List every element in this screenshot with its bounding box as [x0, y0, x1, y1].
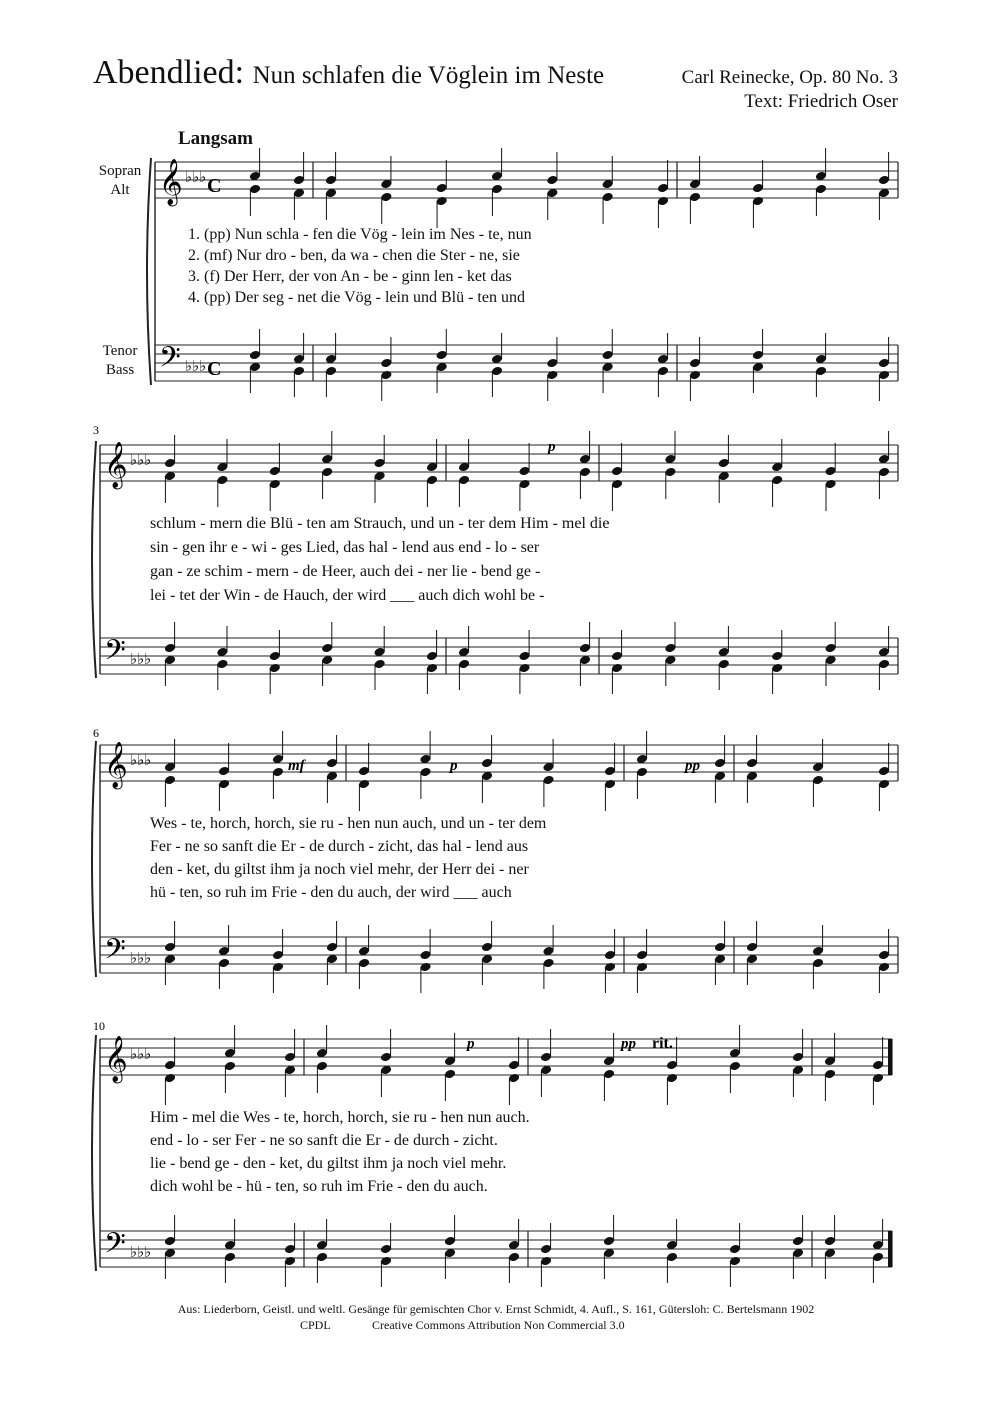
lyrics-system-2	[150, 515, 609, 611]
key-signature-flats: ♭♭♭	[130, 951, 152, 967]
bass-clef-icon: 𝄢	[104, 1229, 126, 1266]
footer-license: Creative Commons Attribution Non Commercial 3.0	[372, 1318, 625, 1332]
footer-publisher: CPDL	[300, 1318, 331, 1332]
measure-number-6: 6	[93, 726, 99, 740]
lyric-verse-2: end - lo - ser Fer - ne so sanft die Er - de durch - zicht.	[150, 1132, 498, 1149]
lyric-verse-2: sin - gen ihr e - wi - ges Lied, das hal - lend aus end - lo - ser	[150, 539, 540, 556]
staff-lines	[92, 158, 898, 1271]
lyric-verse-4: lei - tet der Win - de Hauch, der wird ___ auch dich wohl be -	[150, 587, 545, 604]
final-barline	[888, 1231, 892, 1267]
key-signature-flats: ♭♭♭	[130, 1047, 152, 1063]
tempo-change: rit.	[652, 1035, 673, 1052]
key-signature-flats: ♭♭♭	[130, 652, 152, 668]
system-brace	[147, 158, 151, 385]
system-brace	[92, 1035, 96, 1271]
text-author: Text: Friedrich Oser	[744, 91, 898, 112]
treble-clef-icon: 𝄞	[159, 159, 183, 204]
bass-clef-icon: 𝄢	[104, 935, 126, 972]
lyric-verse-1: schlum - mern die Blü - ten am Strauch, und un - ter dem Him - mel die	[150, 515, 610, 532]
lyrics-system-4	[150, 1109, 530, 1201]
lyrics-system-1	[188, 226, 532, 310]
treble-clef-icon: 𝄞	[104, 742, 128, 787]
key-signature-flats: ♭♭♭	[185, 359, 207, 375]
system-brace	[92, 441, 96, 678]
lyric-verse-1: Him - mel die Wes - te, horch, horch, sie ru - hen nun auch.	[150, 1109, 530, 1126]
key-signature-flats: ♭♭♭	[130, 1245, 152, 1261]
key-signature-flats: ♭♭♭	[185, 170, 207, 186]
title-main: Abendlied:	[93, 54, 245, 91]
lyric-verse-3: den - ket, du giltst ihm ja noch viel mehr, der Herr dei - ner	[150, 861, 529, 878]
voice-label-bass: Bass	[105, 362, 135, 378]
bass-clef-icon: 𝄢	[104, 636, 126, 673]
footer-source: Aus: Liederborn, Geistl. und weltl. Gesänge für gemischten Chor v. Ernst Schmidt, 4. Aufl., S. 161, Gütersloh: C. Bertelsmann 1902	[177, 1302, 815, 1316]
final-barline	[888, 1039, 892, 1075]
lyric-verse-4: 4. (pp) Der seg - net die Vög - lein und Blü - ten und	[188, 289, 525, 306]
tempo-marking: Langsam	[178, 128, 253, 149]
lyric-verse-3: 3. (f) Der Herr, der von An - be - ginn len - ket das	[188, 268, 512, 285]
key-signature-flats: ♭♭♭	[130, 753, 152, 769]
lyric-verse-4: hü - ten, so ruh im Frie - den du auch, der wird ___ auch	[150, 884, 512, 901]
system-brace	[92, 741, 96, 977]
voice-label-tenor: Tenor	[102, 343, 138, 359]
dynamic-pp: pp	[621, 1036, 636, 1052]
lyric-verse-1: Wes - te, horch, horch, sie ru - hen nun auch, und un - ter dem	[150, 815, 547, 832]
treble-clef-icon: 𝄞	[104, 442, 128, 487]
treble-clef-icon: 𝄞	[104, 1036, 128, 1081]
voice-label-alt: Alt	[110, 182, 130, 198]
dynamic-pp: pp	[685, 758, 700, 774]
composer: Carl Reinecke, Op. 80 No. 3	[681, 67, 898, 88]
dynamic-p: p	[548, 439, 556, 455]
lyric-verse-3: gan - ze schim - mern - de Heer, auch dei - ner lie - bend ge -	[150, 563, 541, 580]
title-subtitle: Nun schlafen die Vöglein im Neste	[252, 62, 605, 89]
dynamic-mf: mf	[288, 758, 305, 774]
voice-label-sopran: Sopran	[98, 163, 142, 179]
lyric-verse-2: Fer - ne so sanft die Er - de durch - zicht, das hal - lend aus	[150, 838, 529, 855]
time-signature-c: C	[207, 175, 222, 197]
bass-clef-icon: 𝄢	[159, 343, 181, 380]
dynamic-p: p	[450, 758, 458, 774]
lyrics-system-3	[150, 815, 546, 907]
lyric-verse-3: lie - bend ge - den - ket, du giltst ihm ja noch viel mehr.	[150, 1155, 507, 1172]
lyric-verse-4: dich wohl be - hü - ten, so ruh im Frie - den du auch.	[150, 1178, 488, 1195]
lyric-verse-1: 1. (pp) Nun schla - fen die Vög - lein im Nes - te, nun	[188, 226, 532, 243]
lyric-verse-2: 2. (mf) Nur dro - ben, da wa - chen die Ster - ne, sie	[188, 247, 520, 264]
key-signature-flats: ♭♭♭	[130, 453, 152, 469]
dynamic-p: p	[467, 1036, 475, 1052]
time-signature-c: C	[207, 358, 222, 380]
measure-number-3: 3	[93, 423, 99, 437]
measure-number-10: 10	[93, 1019, 105, 1033]
